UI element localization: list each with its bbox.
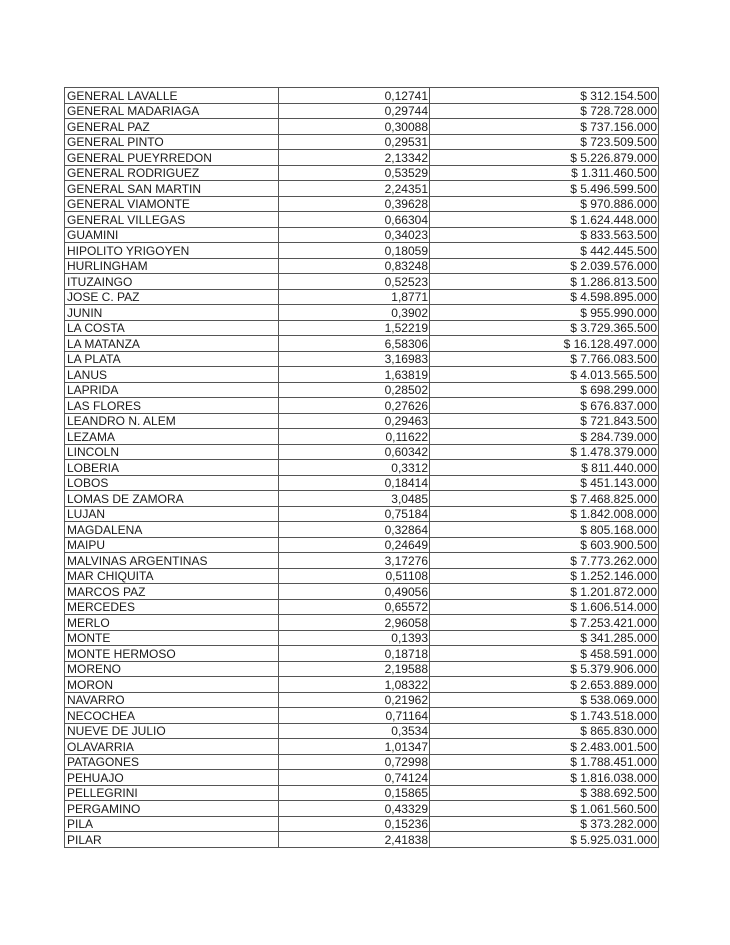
coefficient-cell: 0,66304 xyxy=(279,212,430,228)
table-row xyxy=(65,553,659,569)
amount-cell: $ 698.299.000 xyxy=(430,382,659,398)
table-row xyxy=(65,801,659,817)
municipio-cell: GENERAL LAVALLE xyxy=(65,88,279,104)
coefficient-cell: 1,8771 xyxy=(279,289,430,305)
table-row xyxy=(65,537,659,553)
amount-cell: $ 7.766.083.500 xyxy=(430,351,659,367)
coefficient-cell: 0,43329 xyxy=(279,801,430,817)
coefficient-cell: 2,19588 xyxy=(279,661,430,677)
amount-cell: $ 955.990.000 xyxy=(430,305,659,321)
table-row xyxy=(65,754,659,770)
municipio-cell: PERGAMINO xyxy=(65,801,279,817)
municipio-cell: LA MATANZA xyxy=(65,336,279,352)
coefficient-cell: 0,32864 xyxy=(279,522,430,538)
table-row xyxy=(65,119,659,135)
municipio-cell: MARCOS PAZ xyxy=(65,584,279,600)
amount-cell: $ 7.773.262.000 xyxy=(430,553,659,569)
municipio-cell: JUNIN xyxy=(65,305,279,321)
municipio-cell: LANUS xyxy=(65,367,279,383)
amount-cell: $ 865.830.000 xyxy=(430,723,659,739)
amount-cell: $ 833.563.500 xyxy=(430,227,659,243)
table-row xyxy=(65,630,659,646)
municipio-cell: LAS FLORES xyxy=(65,398,279,414)
table-row xyxy=(65,584,659,600)
coefficient-cell: 3,17276 xyxy=(279,553,430,569)
coefficient-cell: 2,24351 xyxy=(279,181,430,197)
amount-cell: $ 805.168.000 xyxy=(430,522,659,538)
municipio-cell: PILAR xyxy=(65,832,279,848)
amount-cell: $ 603.900.500 xyxy=(430,537,659,553)
amount-cell: $ 5.925.031.000 xyxy=(430,832,659,848)
coefficient-cell: 0,21962 xyxy=(279,692,430,708)
table-row xyxy=(65,413,659,429)
table-row xyxy=(65,460,659,476)
amount-cell: $ 723.509.500 xyxy=(430,134,659,150)
coefficient-cell: 0,3312 xyxy=(279,460,430,476)
table-row xyxy=(65,150,659,166)
coefficient-cell: 1,08322 xyxy=(279,677,430,693)
amount-cell: $ 1.788.451.000 xyxy=(430,754,659,770)
amount-cell: $ 458.591.000 xyxy=(430,646,659,662)
municipio-cell: MAGDALENA xyxy=(65,522,279,538)
table-row xyxy=(65,739,659,755)
amount-cell: $ 373.282.000 xyxy=(430,816,659,832)
coefficient-cell: 0,3534 xyxy=(279,723,430,739)
municipio-cell: LEANDRO N. ALEM xyxy=(65,413,279,429)
coefficient-cell: 0,83248 xyxy=(279,258,430,274)
coefficient-cell: 0,29531 xyxy=(279,134,430,150)
coefficient-cell: 3,16983 xyxy=(279,351,430,367)
amount-cell: $ 721.843.500 xyxy=(430,413,659,429)
municipio-cell: PATAGONES xyxy=(65,754,279,770)
amount-cell: $ 538.069.000 xyxy=(430,692,659,708)
municipio-cell: MAR CHIQUITA xyxy=(65,568,279,584)
coefficient-cell: 1,63819 xyxy=(279,367,430,383)
coefficient-cell: 0,3902 xyxy=(279,305,430,321)
municipio-cell: GENERAL PAZ xyxy=(65,119,279,135)
table-row xyxy=(65,444,659,460)
municipio-cell: HURLINGHAM xyxy=(65,258,279,274)
amount-cell: $ 1.478.379.000 xyxy=(430,444,659,460)
coefficient-cell: 0,29463 xyxy=(279,413,430,429)
amount-cell: $ 1.061.560.500 xyxy=(430,801,659,817)
coefficient-cell: 6,58306 xyxy=(279,336,430,352)
coefficient-cell: 0,15236 xyxy=(279,816,430,832)
coefficient-cell: 0,72998 xyxy=(279,754,430,770)
amount-cell: $ 312.154.500 xyxy=(430,88,659,104)
table-row xyxy=(65,382,659,398)
coefficient-cell: 0,29744 xyxy=(279,103,430,119)
amount-cell: $ 451.143.000 xyxy=(430,475,659,491)
coefficient-cell: 0,74124 xyxy=(279,770,430,786)
coefficient-cell: 0,53529 xyxy=(279,165,430,181)
coefficient-cell: 0,49056 xyxy=(279,584,430,600)
table-row xyxy=(65,196,659,212)
amount-cell: $ 811.440.000 xyxy=(430,460,659,476)
coefficient-cell: 0,18059 xyxy=(279,243,430,259)
municipio-cell: LINCOLN xyxy=(65,444,279,460)
table-row xyxy=(65,646,659,662)
table-row xyxy=(65,475,659,491)
coefficient-cell: 0,39628 xyxy=(279,196,430,212)
municipio-cell: MALVINAS ARGENTINAS xyxy=(65,553,279,569)
amount-cell: $ 737.156.000 xyxy=(430,119,659,135)
table-row xyxy=(65,785,659,801)
coefficient-cell: 0,11622 xyxy=(279,429,430,445)
table-row xyxy=(65,506,659,522)
coefficient-cell: 0,27626 xyxy=(279,398,430,414)
amount-cell: $ 970.886.000 xyxy=(430,196,659,212)
municipio-cell: MAIPU xyxy=(65,537,279,553)
amount-cell: $ 2.039.576.000 xyxy=(430,258,659,274)
table-row xyxy=(65,181,659,197)
municipio-cell: GENERAL VIAMONTE xyxy=(65,196,279,212)
table-row xyxy=(65,336,659,352)
municipio-cell: OLAVARRIA xyxy=(65,739,279,755)
municipio-cell: NECOCHEA xyxy=(65,708,279,724)
municipio-cell: GENERAL VILLEGAS xyxy=(65,212,279,228)
municipio-cell: MONTE HERMOSO xyxy=(65,646,279,662)
coefficient-cell: 2,41838 xyxy=(279,832,430,848)
municipio-cell: LAPRIDA xyxy=(65,382,279,398)
municipio-cell: GENERAL RODRIGUEZ xyxy=(65,165,279,181)
coefficient-cell: 0,18718 xyxy=(279,646,430,662)
amount-cell: $ 16.128.497.000 xyxy=(430,336,659,352)
table-row xyxy=(65,289,659,305)
amount-cell: $ 388.692.500 xyxy=(430,785,659,801)
amount-cell: $ 1.743.518.000 xyxy=(430,708,659,724)
coefficient-cell: 0,51108 xyxy=(279,568,430,584)
amount-cell: $ 341.285.000 xyxy=(430,630,659,646)
amount-cell: $ 1.311.460.500 xyxy=(430,165,659,181)
table-row xyxy=(65,816,659,832)
municipio-cell: ITUZAINGO xyxy=(65,274,279,290)
amount-cell: $ 7.468.825.000 xyxy=(430,491,659,507)
municipio-cell: NAVARRO xyxy=(65,692,279,708)
municipio-cell: MORENO xyxy=(65,661,279,677)
coefficient-cell: 0,24649 xyxy=(279,537,430,553)
coefficient-cell: 0,1393 xyxy=(279,630,430,646)
coefficient-cell: 0,12741 xyxy=(279,88,430,104)
municipio-cell: LOBOS xyxy=(65,475,279,491)
municipio-cell: NUEVE DE JULIO xyxy=(65,723,279,739)
municipio-cell: LOBERIA xyxy=(65,460,279,476)
amount-cell: $ 1.606.514.000 xyxy=(430,599,659,615)
amount-cell: $ 7.253.421.000 xyxy=(430,615,659,631)
municipio-cell: LOMAS DE ZAMORA xyxy=(65,491,279,507)
coefficient-cell: 0,60342 xyxy=(279,444,430,460)
table-row xyxy=(65,212,659,228)
municipio-cell: PILA xyxy=(65,816,279,832)
municipio-cell: PELLEGRINI xyxy=(65,785,279,801)
amount-cell: $ 1.624.448.000 xyxy=(430,212,659,228)
amount-cell: $ 442.445.500 xyxy=(430,243,659,259)
amount-cell: $ 284.739.000 xyxy=(430,429,659,445)
amount-cell: $ 728.728.000 xyxy=(430,103,659,119)
amount-cell: $ 676.837.000 xyxy=(430,398,659,414)
table-row xyxy=(65,522,659,538)
table-row xyxy=(65,770,659,786)
amount-cell: $ 5.379.906.000 xyxy=(430,661,659,677)
table-row xyxy=(65,708,659,724)
municipio-cell: MERLO xyxy=(65,615,279,631)
table-row xyxy=(65,677,659,693)
amount-cell: $ 5.496.599.500 xyxy=(430,181,659,197)
table-row xyxy=(65,491,659,507)
municipio-cell: MONTE xyxy=(65,630,279,646)
municipio-cell: GENERAL MADARIAGA xyxy=(65,103,279,119)
amount-cell: $ 1.816.038.000 xyxy=(430,770,659,786)
municipio-cell: GENERAL PUEYRREDON xyxy=(65,150,279,166)
table-row xyxy=(65,320,659,336)
municipio-cell: LA PLATA xyxy=(65,351,279,367)
coefficient-cell: 0,15865 xyxy=(279,785,430,801)
table-row xyxy=(65,88,659,104)
coefficient-cell: 3,0485 xyxy=(279,491,430,507)
table-row xyxy=(65,723,659,739)
amount-cell: $ 1.842.008.000 xyxy=(430,506,659,522)
amount-cell: $ 2.653.889.000 xyxy=(430,677,659,693)
coefficient-cell: 0,28502 xyxy=(279,382,430,398)
table-row xyxy=(65,165,659,181)
table-row xyxy=(65,274,659,290)
coefficient-cell: 2,96058 xyxy=(279,615,430,631)
amount-cell: $ 4.598.895.000 xyxy=(430,289,659,305)
municipio-cell: GENERAL PINTO xyxy=(65,134,279,150)
amount-cell: $ 4.013.565.500 xyxy=(430,367,659,383)
table-row xyxy=(65,305,659,321)
table-row xyxy=(65,615,659,631)
amount-cell: $ 1.286.813.500 xyxy=(430,274,659,290)
table-row xyxy=(65,258,659,274)
municipio-cell: MORON xyxy=(65,677,279,693)
table-row xyxy=(65,227,659,243)
table-row xyxy=(65,692,659,708)
coefficient-cell: 0,52523 xyxy=(279,274,430,290)
amount-cell: $ 5.226.879.000 xyxy=(430,150,659,166)
coefficient-cell: 0,34023 xyxy=(279,227,430,243)
table-row xyxy=(65,367,659,383)
amount-cell: $ 3.729.365.500 xyxy=(430,320,659,336)
amount-cell: $ 1.252.146.000 xyxy=(430,568,659,584)
table-row xyxy=(65,568,659,584)
coefficient-cell: 1,01347 xyxy=(279,739,430,755)
municipio-cell: JOSE C. PAZ xyxy=(65,289,279,305)
table-row xyxy=(65,134,659,150)
coefficient-cell: 0,71164 xyxy=(279,708,430,724)
table-row xyxy=(65,103,659,119)
coefficient-cell: 1,52219 xyxy=(279,320,430,336)
table-row xyxy=(65,599,659,615)
table-body xyxy=(65,88,659,848)
table-row xyxy=(65,832,659,848)
municipio-cell: PEHUAJO xyxy=(65,770,279,786)
coefficient-cell: 0,65572 xyxy=(279,599,430,615)
table-row xyxy=(65,661,659,677)
coefficient-cell: 0,18414 xyxy=(279,475,430,491)
table-row xyxy=(65,398,659,414)
table-row xyxy=(65,351,659,367)
coefficient-cell: 0,75184 xyxy=(279,506,430,522)
coefficient-cell: 0,30088 xyxy=(279,119,430,135)
municipal-distribution-table xyxy=(64,87,659,848)
coefficient-cell: 2,13342 xyxy=(279,150,430,166)
municipio-cell: HIPOLITO YRIGOYEN xyxy=(65,243,279,259)
municipio-cell: GENERAL SAN MARTIN xyxy=(65,181,279,197)
municipio-cell: GUAMINI xyxy=(65,227,279,243)
amount-cell: $ 2.483.001.500 xyxy=(430,739,659,755)
municipio-cell: MERCEDES xyxy=(65,599,279,615)
municipio-cell: LUJAN xyxy=(65,506,279,522)
municipio-cell: LA COSTA xyxy=(65,320,279,336)
municipio-cell: LEZAMA xyxy=(65,429,279,445)
table-row xyxy=(65,429,659,445)
table-row xyxy=(65,243,659,259)
amount-cell: $ 1.201.872.000 xyxy=(430,584,659,600)
